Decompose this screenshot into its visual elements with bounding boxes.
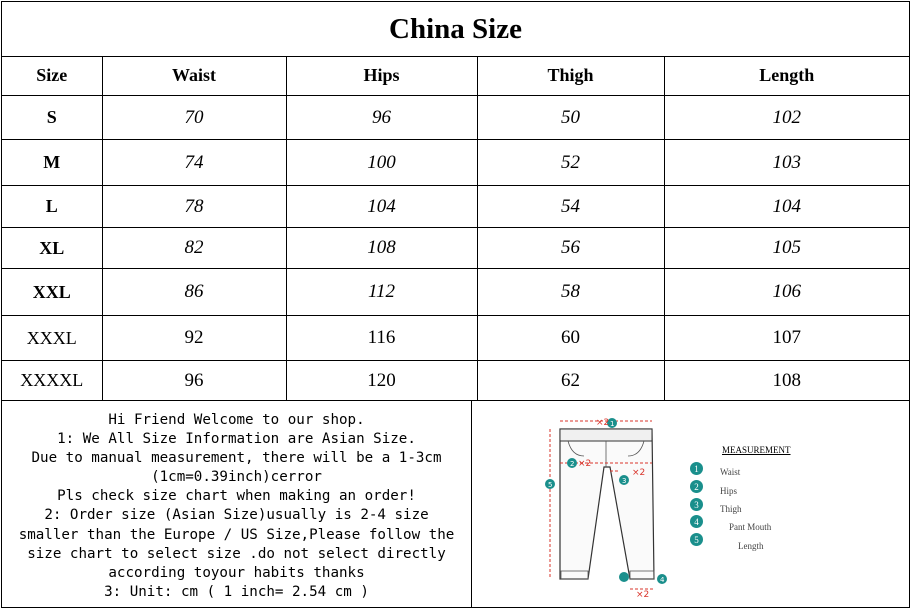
chart-title: China Size [2,2,909,57]
table-row [2,96,909,140]
thigh-cell: 56 [477,228,664,269]
size-cell: XXXL [2,316,102,361]
x2-mark-bottom: ×2 [636,590,650,600]
length-cell: 105 [664,228,909,269]
legend-label: Pant Mouth [729,522,772,532]
size-cell: S [2,96,102,140]
legend-label: Length [738,541,764,551]
hips-cell: 100 [286,140,477,186]
legend-title: MEASUREMENT [722,445,791,455]
header-hips: Hips [286,56,477,96]
legend-number: 4 [690,515,703,528]
thigh-cell: 54 [477,186,664,228]
table-row [2,186,909,228]
header-thigh: Thigh [477,56,664,96]
length-cell: 103 [664,140,909,186]
table-row [2,140,909,186]
table-row [2,228,909,269]
length-cell: 108 [664,361,909,401]
legend-item [690,480,721,493]
pants-illustration [532,401,712,607]
size-table [2,56,909,401]
length-cell: 104 [664,186,909,228]
length-cell: 102 [664,96,909,140]
hips-cell: 104 [286,186,477,228]
legend-label: Waist [720,467,741,477]
thigh-cell: 62 [477,361,664,401]
legend-number: 2 [690,480,703,493]
note-line: according toyour habits thanks [108,564,365,581]
x2-mark-top: ×2 [596,418,610,428]
hips-cell: 120 [286,361,477,401]
size-cell: XXL [2,269,102,316]
header-size: Size [2,56,102,96]
legend-number: 1 [690,462,703,475]
note-line: Pls check size chart when making an order! [57,488,416,505]
hips-cell: 112 [286,269,477,316]
hips-cell: 108 [286,228,477,269]
legend-item [690,498,721,511]
thigh-cell: 58 [477,269,664,316]
hips-cell: 116 [286,316,477,361]
size-cell: XL [2,228,102,269]
table-header-row [2,56,909,96]
thigh-cell: 50 [477,96,664,140]
waist-cell: 78 [102,186,286,228]
legend-number: 5 [690,533,703,546]
length-cell: 107 [664,316,909,361]
note-line: 2: Order size (Asian Size)usually is 2-4 size [44,507,429,524]
svg-text:1: 1 [610,420,615,428]
table-row [2,269,909,316]
size-cell: M [2,140,102,186]
note-line: Due to manual measurement, there will be a 1-3cm [31,450,442,467]
length-cell: 106 [664,269,909,316]
waist-cell: 96 [102,361,286,401]
note-line: size chart to select size .do not select directly [27,545,446,562]
svg-text:5: 5 [548,481,553,489]
waist-cell: 70 [102,96,286,140]
note-line: 1: We All Size Information are Asian Size. [57,431,416,448]
notes-panel [2,401,472,607]
header-waist: Waist [102,56,286,96]
note-line: 3: Unit: cm ( 1 inch= 2.54 cm ) [104,583,369,600]
table-row [2,316,909,361]
note-line: Hi Friend Welcome to our shop. [108,412,365,428]
svg-text:4: 4 [660,576,665,584]
waist-cell: 86 [102,269,286,316]
legend-item [690,462,721,475]
legend-item [690,533,721,546]
table-row [2,361,909,401]
legend-item [690,515,721,528]
legend-number: 3 [690,498,703,511]
note-line: smaller than the Europe / US Size,Please follow the [18,526,455,543]
legend-label: Thigh [720,504,742,514]
waist-cell: 92 [102,316,286,361]
header-length: Length [664,56,909,96]
x2-mark-mid2: ×2 [632,468,646,478]
measurement-diagram [472,401,909,607]
hips-cell: 96 [286,96,477,140]
thigh-cell: 52 [477,140,664,186]
waist-cell: 82 [102,228,286,269]
size-chart [1,1,910,608]
legend-label: Hips [720,486,738,496]
waist-cell: 74 [102,140,286,186]
x2-mark-mid: ×2 [578,459,592,469]
note-line: (1cm=0.39inch)cerror [151,469,322,486]
svg-text:3: 3 [622,477,627,485]
thigh-cell: 60 [477,316,664,361]
size-cell: L [2,186,102,228]
svg-text:2: 2 [570,460,575,468]
size-cell: XXXXL [2,361,102,401]
